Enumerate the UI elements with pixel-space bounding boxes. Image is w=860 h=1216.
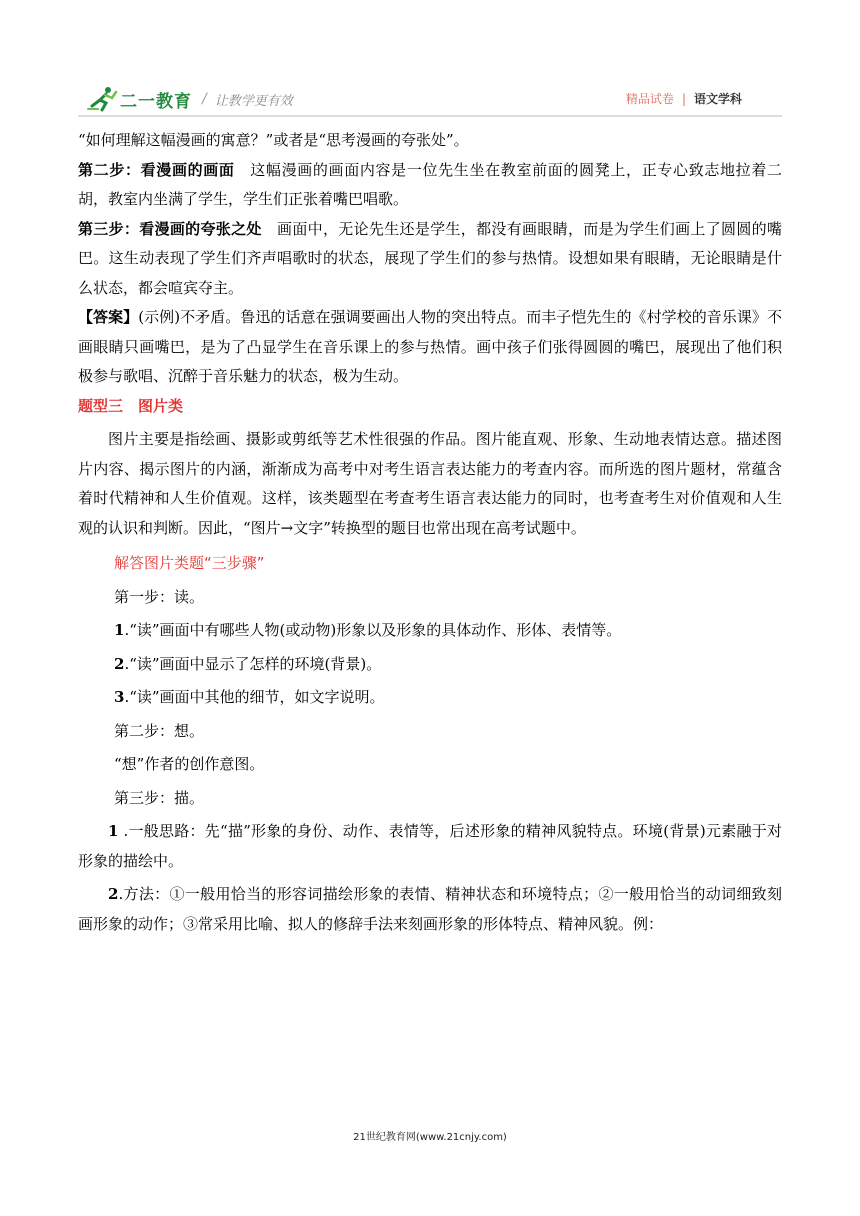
section-intro: 图片主要是指绘画、摄影或剪纸等艺术性很强的作品。图片能直观、形象、生动地表情达意。描述图片内容、揭示图片的内涵，渐渐成为高考中对考生语言表达能力的考查内容。而所选的图片题材，常蕴含着时代精神和人生价值观。这样，该类题型在考查考生语言表达能力的同时，也考查考生对价值观和人生观的认识和判断。因此，“图片→文字”转换型的题目也常出现在高考试题中。 <box>78 430 782 537</box>
document-body <box>78 126 782 939</box>
step3-label: 第三步：看漫画的夸张之处 <box>78 219 262 238</box>
step1-item-3 <box>78 683 782 713</box>
item-text: .方法：①一般用恰当的形容词描绘形象的表情、精神状态和环境特点；②一般用恰当的动词细致刻画形象的动作；③常采用比喻、拟人的修辞手法来刻画形象的形体特点、精神风貌。例： <box>78 885 782 933</box>
subtitle: 解答图片类题“三步骤” <box>114 554 265 572</box>
step1-item-2 <box>78 650 782 680</box>
paragraph-question: “如何理解这幅漫画的寓意？”或者是“思考漫画的夸张处”。 <box>78 131 469 149</box>
quality-tag: 精品试卷 <box>625 92 674 106</box>
section-title: 题型三 图片类 <box>78 396 184 415</box>
page-footer[interactable]: 21世纪教育网(www.21cnjy.com) <box>353 1132 507 1143</box>
logo-slogan: 让教学更有效 <box>214 93 293 109</box>
item-text: .一般思路：先“描”形象的身份、动作、表情等，后述形象的精神风貌特点。环境(背景)元素融于对形象的描绘中。 <box>78 822 782 870</box>
item-number: 3 <box>114 688 125 706</box>
item-number: 2 <box>108 885 119 903</box>
step2-heading: 第二步：想。 <box>114 721 205 740</box>
paragraph-step2 <box>78 156 782 215</box>
step3-heading: 第三步：描。 <box>114 788 205 807</box>
step2-label: 第二步：看漫画的画面 <box>78 160 235 179</box>
step3-item-2 <box>78 880 782 939</box>
item-number: 1 <box>114 621 125 639</box>
step2-text: “想”作者的创作意图。 <box>114 755 265 773</box>
step3-text: 画面中，无论先生还是学生，都没有画眼睛，而是为学生们画上了圆圆的嘴巴。这生动表现了学生们齐声唱歌时的状态，展现了学生们的参与热情。设想如果有眼睛，无论眼睛是什么状态，都会喧宾夺主。 <box>78 219 782 297</box>
step2-text: 这幅漫画的画面内容是一位先生坐在教室前面的圆凳上，正专心致志地拉着二胡，教室内坐满了学生，学生们正张着嘴巴唱歌。 <box>78 160 782 208</box>
header-divider <box>78 115 782 117</box>
site-logo[interactable] <box>86 84 293 114</box>
answer-text: (示例)不矛盾。鲁迅的话意在强调要画出人物的突出特点。而丰子恺先生的《村学校的音乐课》不画眼睛只画嘴巴，是为了凸显学生在音乐课上的参与热情。画中孩子们张得圆圆的嘴巴，展现出了他们积极参与歌唱、沉醉于音乐魅力的状态，极为生动。 <box>78 308 782 385</box>
paragraph-step3 <box>78 215 782 304</box>
step3-item-1 <box>78 817 782 876</box>
header-tags <box>626 90 742 107</box>
logo-name: 二一教育 <box>120 91 192 112</box>
item-text: .“读”画面中显示了怎样的环境(背景)。 <box>124 654 382 673</box>
item-number: 1 <box>108 822 119 840</box>
tag-divider: | <box>681 91 686 106</box>
answer-label: 【答案】 <box>78 308 139 326</box>
subject-tag: 语文学科 <box>693 92 742 106</box>
logo-separator: / <box>202 91 207 107</box>
item-number: 2 <box>114 654 125 673</box>
item-text: .“读”画面中有哪些人物(或动物)形象以及形象的具体动作、形体、表情等。 <box>124 621 622 639</box>
step1-item-1 <box>78 616 782 646</box>
item-text: .“读”画面中其他的细节，如文字说明。 <box>124 688 385 706</box>
page-header <box>78 84 782 114</box>
running-person-icon <box>86 86 118 112</box>
step1-heading: 第一步：读。 <box>114 587 205 606</box>
paragraph-answer <box>78 303 782 392</box>
